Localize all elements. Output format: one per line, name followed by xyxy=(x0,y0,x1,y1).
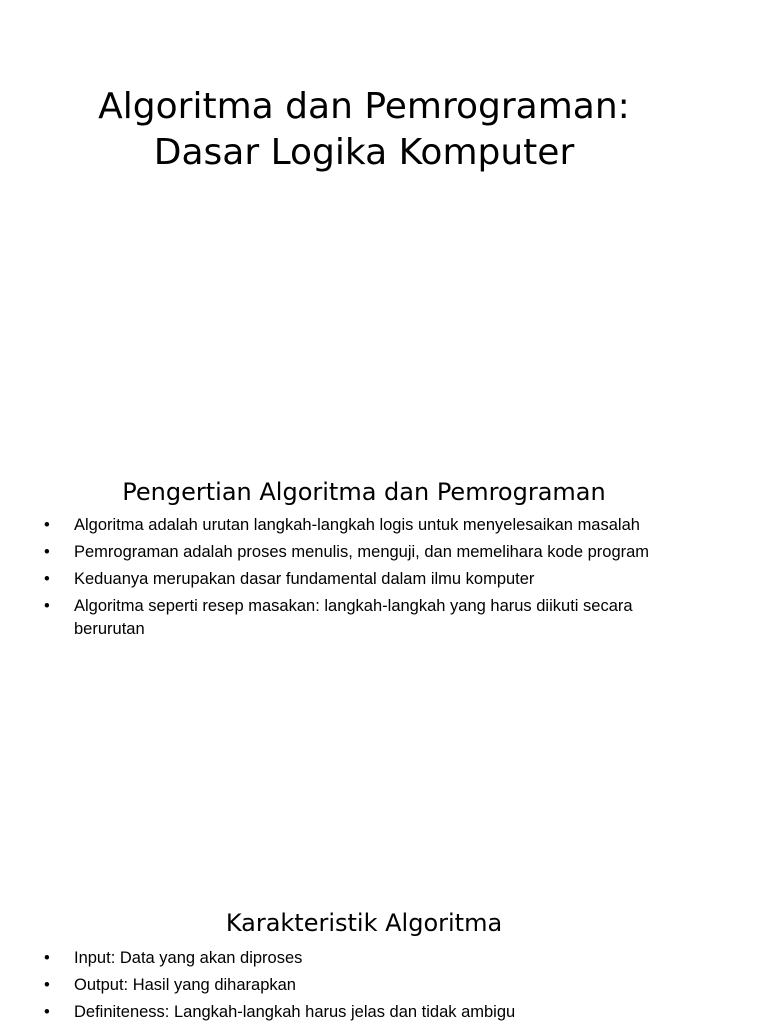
bullet-icon: • xyxy=(44,543,50,561)
list-item-text: Pemrograman adalah proses menulis, menguji, dan memelihara kode program xyxy=(74,543,650,561)
list-item xyxy=(44,595,694,641)
list-item xyxy=(44,947,694,970)
list-item-text: Input: Data yang akan diproses xyxy=(74,949,303,967)
bullet-icon: • xyxy=(44,1003,50,1021)
slide-title-line-2: Dasar Logika Komputer xyxy=(153,132,575,173)
section-heading-pengertian: Pengertian Algoritma dan Pemrograman xyxy=(122,478,606,506)
bullet-icon: • xyxy=(44,516,50,534)
bullet-icon: • xyxy=(44,949,50,967)
bullet-icon: • xyxy=(44,597,50,615)
bullet-list-pengertian xyxy=(44,514,694,645)
bullet-icon: • xyxy=(44,570,50,588)
slide-title-line-1: Algoritma dan Pemrograman: xyxy=(98,86,630,127)
list-item-text: Definiteness: Langkah-langkah harus jelas dan tidak ambigu xyxy=(74,1003,516,1021)
bullet-icon: • xyxy=(44,976,50,994)
list-item-text: Output: Hasil yang diharapkan xyxy=(74,976,296,994)
list-item-text: Algoritma seperti resep masakan: langkah-langkah yang harus diikuti secara berurutan xyxy=(74,597,633,638)
list-item xyxy=(44,974,694,997)
list-item-text: Algoritma adalah urutan langkah-langkah logis untuk menyelesaikan masalah xyxy=(74,516,640,534)
list-item xyxy=(44,514,694,537)
list-item xyxy=(44,568,694,591)
list-item xyxy=(44,541,694,564)
section-heading-karakteristik: Karakteristik Algoritma xyxy=(225,909,503,937)
list-item xyxy=(44,1001,694,1024)
bullet-list-karakteristik xyxy=(44,947,694,1024)
slide-title xyxy=(0,84,728,176)
list-item-text: Keduanya merupakan dasar fundamental dalam ilmu komputer xyxy=(74,570,535,588)
